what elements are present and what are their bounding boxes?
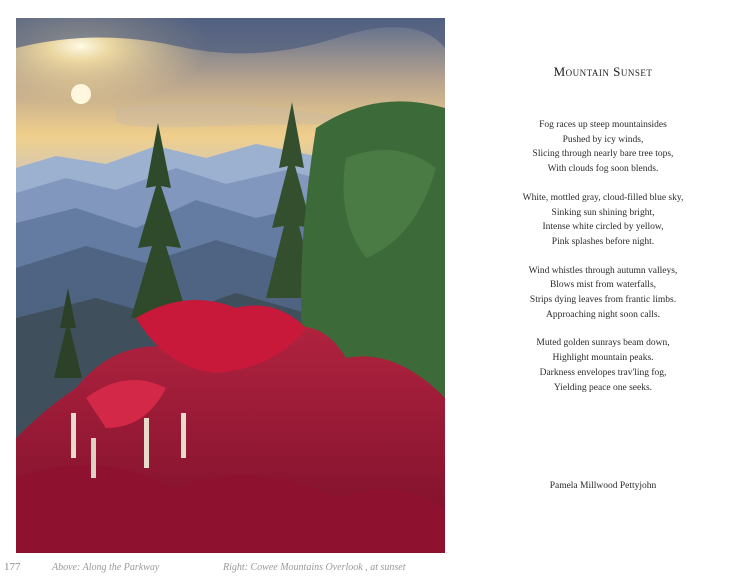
sun-shape [71, 84, 91, 104]
poem-title: Mountain Sunset [553, 64, 653, 79]
poem-line: Fog races up steep mountainsides [539, 120, 667, 130]
poem-line: Blows mist from waterfalls, [549, 280, 657, 291]
poem-line: Slicing through nearly bare tree tops, [532, 149, 674, 160]
poem [475, 64, 731, 409]
poem-line: Intense white circled by yellow, [542, 222, 664, 233]
photo-illustration [16, 18, 445, 553]
poem-line: Sinking sun shining bright, [551, 207, 655, 218]
poem-line: With clouds fog soon blends. [547, 164, 659, 175]
page-number: 177 [4, 561, 21, 573]
poem-line: Muted golden sunrays beam down, [536, 338, 670, 349]
poem-line: Pushed by icy winds, [562, 134, 644, 145]
photo-caption-above: Above: Along the Parkway [52, 562, 160, 573]
poem-line: Highlight mountain peaks. [552, 353, 654, 364]
poem-line: Pink splashes before night. [551, 236, 655, 247]
photo-caption-right: Right: Cowee Mountains Overlook , at sunset [223, 562, 406, 573]
poem-line: Wind whistles through autumn valleys, [528, 265, 678, 276]
poem-stanza [475, 336, 731, 395]
poem-line: Yielding peace one seeks. [553, 382, 653, 393]
poem-line: White, mottled gray, cloud-filled blue sky, [522, 192, 684, 203]
poem-line: Darkness envelopes trav'ling fog, [539, 367, 667, 378]
poem-stanza [475, 118, 731, 177]
poem-author: Pamela Millwood Pettyjohn [549, 481, 657, 491]
mountain-sunset-photo [16, 18, 445, 553]
poem-line: Strips dying leaves from frantic limbs. [529, 295, 677, 306]
poem-stanza [475, 264, 731, 323]
poem-stanza [475, 191, 731, 250]
poem-line: Approaching night soon calls. [546, 309, 660, 320]
